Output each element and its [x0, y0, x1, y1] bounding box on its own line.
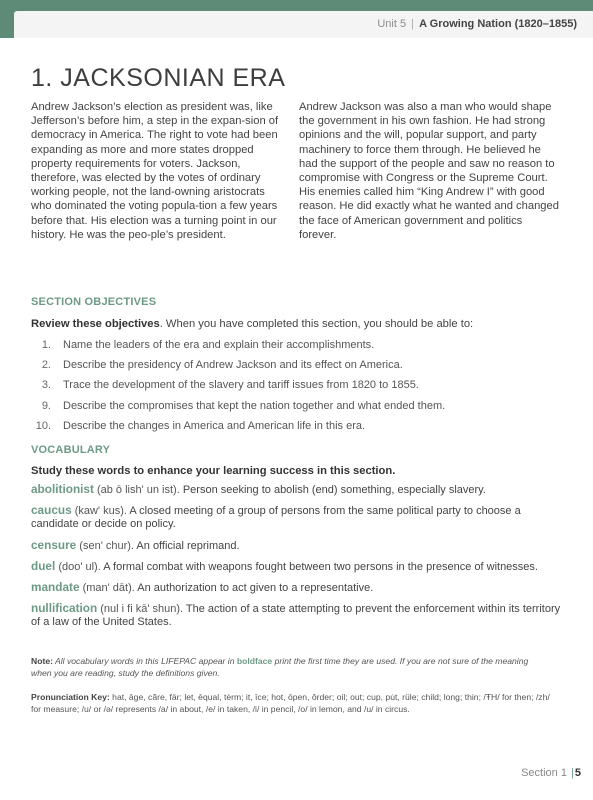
note-text-a: All vocabulary words in this LIFEPAC appear in — [52, 656, 237, 666]
objective-item — [31, 339, 551, 359]
page-number: 5 — [574, 767, 581, 779]
objectives-instruction — [31, 318, 473, 330]
objective-text: Trace the development of the slavery and tariff issues from 1820 to 1855. — [63, 379, 419, 392]
unit-title: A Growing Nation (1820–1855) — [419, 18, 577, 30]
objective-number: 9. — [41, 399, 51, 412]
vocabulary-term: caucus — [31, 503, 72, 518]
objective-item — [31, 379, 551, 399]
objective-item — [31, 420, 551, 440]
objective-item — [31, 400, 551, 420]
objective-item — [31, 359, 551, 379]
vocabulary-definition: An authorization to act given to a representative. — [134, 582, 374, 595]
objectives-list — [31, 339, 551, 440]
vocabulary-pronunciation: (ab ō lish' un ist). — [93, 484, 180, 496]
objective-number: 2. — [41, 359, 51, 372]
vocabulary-entry — [31, 560, 561, 574]
objectives-instruction-rest: . When you have completed this section, you should be able to: — [159, 318, 474, 330]
note-boldface-word: boldface — [236, 656, 273, 666]
footer-separator: | — [571, 767, 574, 779]
intro-left-column: Andrew Jackson’s election as president was, like Jefferson’s before him, a step in the expan-sion of democracy in America. The right to vote had been expanding as more and more states dropped property requirements for voters. Jackson, therefore, was elected by the votes of ordinary working people, not the land-owning aristocrats who dominated the voting popula-tion a few years before that. His election was a turning point in our history. He was the peo-ple’s president. — [31, 101, 279, 241]
vocabulary-heading: VOCABULARY — [31, 444, 111, 456]
unit-label: Unit 5 — [377, 18, 407, 30]
running-header — [377, 18, 577, 30]
objective-number: 10. — [35, 419, 51, 432]
pronunciation-key-text: hat, āge, cãre, fär; let, ēqual, tėrm; it, īce; hot, ōpen, ôrder; oil; out; cup, pu̇t, rüle; child; long; thin; /ŦH/ for then; /zh/ for measure; /u/ or /ə/ represents /a/ in about, /e/ in taken, /i/ in pencil, /o/ in lemon, and /u/ in circus. — [31, 692, 550, 714]
pronunciation-key-label: Pronunciation Key: — [31, 692, 110, 702]
objective-text: Describe the compromises that kept the nation together and what ended them. — [63, 399, 446, 412]
objectives-instruction-bold: Review these objectives — [31, 318, 160, 330]
objective-number: 3. — [41, 379, 51, 392]
note-label: Note: — [31, 656, 53, 666]
objective-text: Name the leaders of the era and explain their accomplishments. — [63, 339, 375, 351]
objectives-heading: SECTION OBJECTIVES — [31, 296, 157, 308]
vocabulary-entry — [31, 483, 561, 497]
vocabulary-pronunciation: (man' dāt). — [79, 582, 135, 595]
vocabulary-pronunciation: (sen' chur). — [76, 539, 134, 552]
vocabulary-instruction-text: Study these words to enhance your learning success in this section. — [31, 465, 396, 477]
vocabulary-definition: A closed meeting of a group of persons from the same political party to choose a candidate or decide on policy. — [31, 505, 521, 531]
header-separator: | — [411, 18, 415, 30]
objective-number: 1. — [41, 339, 51, 351]
objective-text: Describe the presidency of Andrew Jackson and its effect on America. — [63, 359, 403, 372]
vocabulary-term: nullification — [31, 601, 98, 616]
vocabulary-term: duel — [31, 558, 56, 573]
page-title: 1. JACKSONIAN ERA — [31, 64, 286, 92]
pronunciation-key — [31, 691, 551, 715]
vocabulary-term: censure — [31, 537, 77, 552]
footer-section: Section 1 — [521, 767, 567, 779]
vocabulary-list — [31, 483, 561, 637]
vocabulary-definition: A formal combat with weapons fought between two persons in the presence of witnesses. — [100, 560, 538, 573]
objective-text: Describe the changes in America and American life in this era. — [63, 419, 366, 432]
vocabulary-term: mandate — [31, 580, 80, 595]
vocabulary-term: abolitionist — [31, 482, 94, 496]
vocabulary-entry — [31, 602, 561, 629]
vocabulary-definition: An official reprimand. — [133, 539, 240, 552]
page-footer — [521, 767, 581, 779]
intro-right-column: Andrew Jackson was also a man who would shape the government in his own fashion. He had strong opinions and the will, popular support, and party machinery to force them through. He believed he had the support of the people and saw no reason to compromise with Congress or the Supreme Court. His enemies called him “King Andrew I” with good reason. He did exactly what he wanted and changed the face of American government and politics forever. — [299, 101, 559, 241]
vocabulary-pronunciation: (doo' ul). — [55, 560, 101, 573]
vocabulary-instruction — [31, 465, 395, 477]
vocabulary-entry — [31, 581, 561, 595]
vocabulary-entry — [31, 504, 561, 531]
vocabulary-entry — [31, 539, 561, 553]
vocabulary-definition: The action of a state attempting to prevent the enforcement within its territory of a law of the United States. — [31, 603, 561, 629]
note-text-b: print the first time they are used. If you are not sure of the meaning when you are reading, study the definitions given. — [31, 656, 529, 678]
vocabulary-pronunciation: (nul i fi kā' shun). — [97, 603, 184, 616]
vocabulary-note — [31, 655, 551, 679]
vocabulary-definition: Person seeking to abolish (end) something, especially slavery. — [179, 484, 486, 496]
vocabulary-pronunciation: (kaw' kus). — [71, 505, 127, 518]
